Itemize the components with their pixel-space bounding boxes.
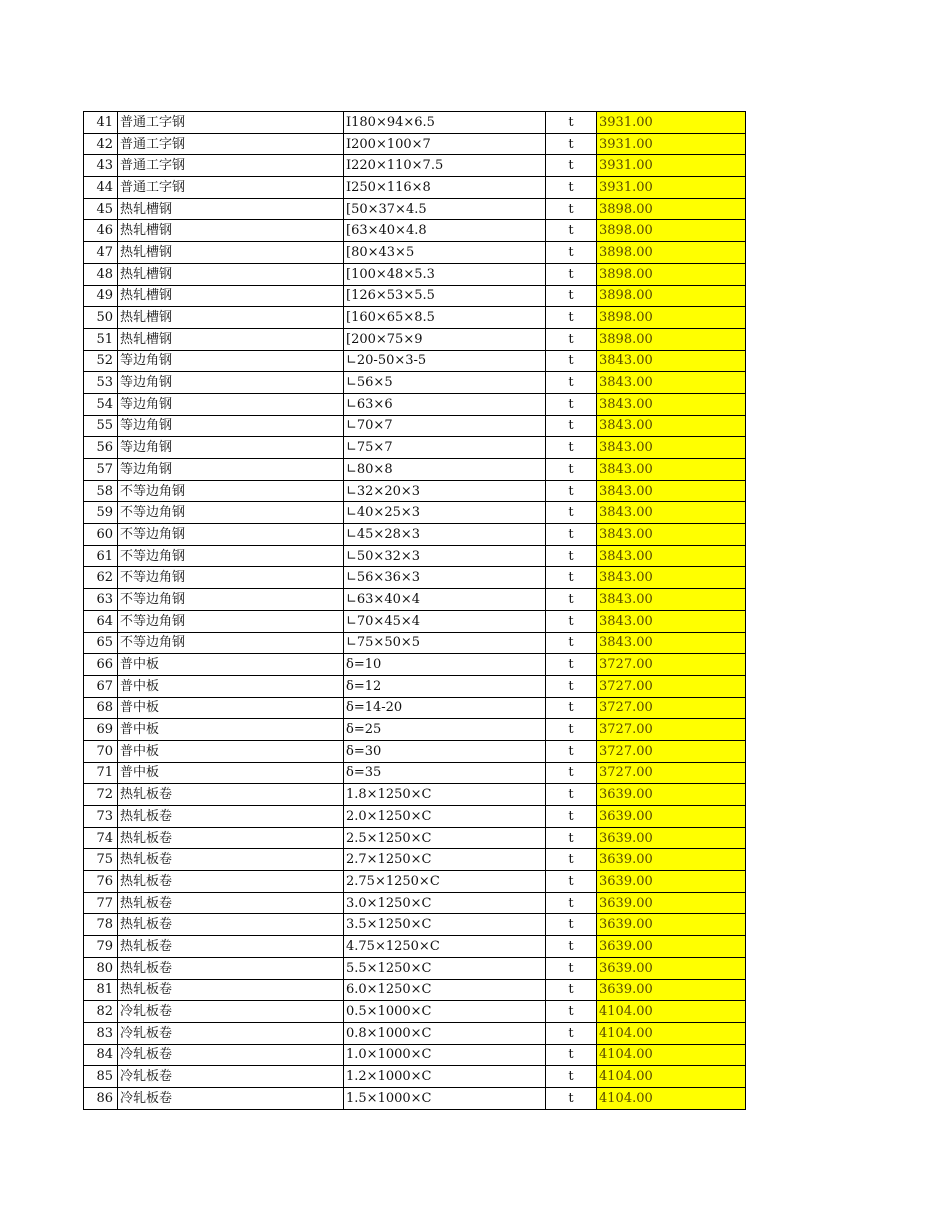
specification-cell[interactable]: 6.0×1250×C [344, 979, 546, 1001]
unit-cell[interactable]: t [546, 675, 597, 697]
row-number-cell[interactable]: 62 [84, 567, 118, 589]
price-cell[interactable]: 3843.00 [597, 632, 746, 654]
unit-cell[interactable]: t [546, 589, 597, 611]
row-number-cell[interactable]: 83 [84, 1022, 118, 1044]
specification-cell[interactable]: ∟45×28×3 [344, 524, 546, 546]
table-row [84, 415, 746, 437]
table-row [84, 437, 746, 459]
row-number-cell[interactable]: 56 [84, 437, 118, 459]
row-number-cell[interactable]: 55 [84, 415, 118, 437]
row-number-cell[interactable]: 81 [84, 979, 118, 1001]
material-name-cell[interactable]: 热轧槽钢 [118, 307, 344, 329]
unit-cell[interactable]: t [546, 1001, 597, 1023]
row-number-cell[interactable]: 54 [84, 393, 118, 415]
table-row [84, 1044, 746, 1066]
unit-cell[interactable]: t [546, 979, 597, 1001]
material-name-cell[interactable]: 热轧板卷 [118, 849, 344, 871]
material-name-cell[interactable]: 普通工字钢 [118, 112, 344, 134]
row-number-cell[interactable]: 67 [84, 675, 118, 697]
material-name-cell[interactable]: 冷轧板卷 [118, 1001, 344, 1023]
price-cell[interactable]: 4104.00 [597, 1044, 746, 1066]
price-cell[interactable]: 3639.00 [597, 849, 746, 871]
price-cell[interactable]: 3727.00 [597, 719, 746, 741]
unit-cell[interactable]: t [546, 1044, 597, 1066]
price-cell[interactable]: 3639.00 [597, 979, 746, 1001]
price-cell[interactable]: 3727.00 [597, 675, 746, 697]
price-cell[interactable]: 3727.00 [597, 740, 746, 762]
table-row [84, 957, 746, 979]
unit-cell[interactable]: t [546, 914, 597, 936]
specification-cell[interactable]: 1.0×1000×C [344, 1044, 546, 1066]
material-name-cell[interactable]: 热轧板卷 [118, 827, 344, 849]
material-name-cell[interactable]: 热轧槽钢 [118, 198, 344, 220]
price-table [83, 111, 746, 1110]
row-number-cell[interactable]: 63 [84, 589, 118, 611]
specification-cell[interactable]: 2.7×1250×C [344, 849, 546, 871]
specification-cell[interactable]: 2.5×1250×C [344, 827, 546, 849]
table-row [84, 307, 746, 329]
specification-cell[interactable]: 3.5×1250×C [344, 914, 546, 936]
unit-cell[interactable]: t [546, 393, 597, 415]
material-name-cell[interactable]: 冷轧板卷 [118, 1087, 344, 1109]
unit-cell[interactable]: t [546, 957, 597, 979]
material-name-cell[interactable]: 不等边角钢 [118, 502, 344, 524]
price-cell[interactable]: 3843.00 [597, 372, 746, 394]
price-cell[interactable]: 3843.00 [597, 437, 746, 459]
unit-cell[interactable]: t [546, 827, 597, 849]
row-number-cell[interactable]: 68 [84, 697, 118, 719]
specification-cell[interactable]: 2.0×1250×C [344, 806, 546, 828]
material-name-cell[interactable]: 热轧板卷 [118, 957, 344, 979]
material-name-cell[interactable]: 冷轧板卷 [118, 1066, 344, 1088]
table-row [84, 133, 746, 155]
row-number-cell[interactable]: 74 [84, 827, 118, 849]
table-row [84, 1087, 746, 1109]
price-cell[interactable]: 3843.00 [597, 350, 746, 372]
table-row [84, 719, 746, 741]
price-cell[interactable]: 3843.00 [597, 589, 746, 611]
table-row [84, 220, 746, 242]
row-number-cell[interactable]: 71 [84, 762, 118, 784]
specification-cell[interactable]: 4.75×1250×C [344, 936, 546, 958]
row-number-cell[interactable]: 84 [84, 1044, 118, 1066]
price-cell[interactable]: 4104.00 [597, 1087, 746, 1109]
specification-cell[interactable]: 2.75×1250×C [344, 871, 546, 893]
price-cell[interactable]: 3639.00 [597, 827, 746, 849]
row-number-cell[interactable]: 44 [84, 177, 118, 199]
unit-cell[interactable]: t [546, 1066, 597, 1088]
unit-cell[interactable]: t [546, 1087, 597, 1109]
unit-cell[interactable]: t [546, 480, 597, 502]
unit-cell[interactable]: t [546, 719, 597, 741]
material-name-cell[interactable]: 热轧板卷 [118, 871, 344, 893]
price-cell[interactable]: 3727.00 [597, 654, 746, 676]
material-name-cell[interactable]: 不等边角钢 [118, 567, 344, 589]
material-name-cell[interactable]: 不等边角钢 [118, 632, 344, 654]
material-name-cell[interactable]: 普中板 [118, 675, 344, 697]
material-name-cell[interactable]: 普通工字钢 [118, 155, 344, 177]
material-name-cell[interactable]: 热轧槽钢 [118, 242, 344, 264]
specification-cell[interactable]: δ=25 [344, 719, 546, 741]
specification-cell[interactable]: ∟20-50×3-5 [344, 350, 546, 372]
table-row [84, 762, 746, 784]
unit-cell[interactable]: t [546, 220, 597, 242]
unit-cell[interactable]: t [546, 198, 597, 220]
specification-cell[interactable]: ∟40×25×3 [344, 502, 546, 524]
material-name-cell[interactable]: 不等边角钢 [118, 610, 344, 632]
specification-cell[interactable]: [50×37×4.5 [344, 198, 546, 220]
table-row [84, 524, 746, 546]
price-cell[interactable]: 3898.00 [597, 242, 746, 264]
material-name-cell[interactable]: 热轧槽钢 [118, 285, 344, 307]
specification-cell[interactable]: ∟75×50×5 [344, 632, 546, 654]
table-row [84, 242, 746, 264]
unit-cell[interactable]: t [546, 762, 597, 784]
unit-cell[interactable]: t [546, 849, 597, 871]
specification-cell[interactable]: [63×40×4.8 [344, 220, 546, 242]
unit-cell[interactable]: t [546, 936, 597, 958]
table-row [84, 393, 746, 415]
price-cell[interactable]: 3639.00 [597, 892, 746, 914]
unit-cell[interactable]: t [546, 654, 597, 676]
table-row [84, 871, 746, 893]
unit-cell[interactable]: t [546, 806, 597, 828]
row-number-cell[interactable]: 43 [84, 155, 118, 177]
row-number-cell[interactable]: 59 [84, 502, 118, 524]
unit-cell[interactable]: t [546, 155, 597, 177]
material-name-cell[interactable]: 冷轧板卷 [118, 1022, 344, 1044]
unit-cell[interactable]: t [546, 133, 597, 155]
price-cell[interactable]: 3898.00 [597, 328, 746, 350]
table-row [84, 112, 746, 134]
table-row [84, 610, 746, 632]
row-number-cell[interactable]: 46 [84, 220, 118, 242]
row-number-cell[interactable]: 66 [84, 654, 118, 676]
price-cell[interactable]: 3639.00 [597, 936, 746, 958]
price-cell[interactable]: 3898.00 [597, 220, 746, 242]
price-cell[interactable]: 3843.00 [597, 480, 746, 502]
material-name-cell[interactable]: 热轧板卷 [118, 892, 344, 914]
specification-cell[interactable]: I200×100×7 [344, 133, 546, 155]
table-row [84, 654, 746, 676]
specification-cell[interactable]: ∟50×32×3 [344, 545, 546, 567]
row-number-cell[interactable]: 75 [84, 849, 118, 871]
price-cell[interactable]: 3639.00 [597, 957, 746, 979]
unit-cell[interactable]: t [546, 545, 597, 567]
table-row [84, 849, 746, 871]
row-number-cell[interactable]: 72 [84, 784, 118, 806]
table-row [84, 350, 746, 372]
unit-cell[interactable]: t [546, 285, 597, 307]
price-table-body [84, 112, 746, 1110]
unit-cell[interactable]: t [546, 372, 597, 394]
price-cell[interactable]: 3639.00 [597, 871, 746, 893]
specification-cell[interactable]: ∟32×20×3 [344, 480, 546, 502]
table-row [84, 1022, 746, 1044]
material-name-cell[interactable]: 热轧板卷 [118, 936, 344, 958]
unit-cell[interactable]: t [546, 740, 597, 762]
specification-cell[interactable]: ∟75×7 [344, 437, 546, 459]
material-name-cell[interactable]: 热轧板卷 [118, 979, 344, 1001]
row-number-cell[interactable]: 60 [84, 524, 118, 546]
specification-cell[interactable]: ∟70×7 [344, 415, 546, 437]
specification-cell[interactable]: I250×116×8 [344, 177, 546, 199]
unit-cell[interactable]: t [546, 567, 597, 589]
material-name-cell[interactable]: 热轧槽钢 [118, 263, 344, 285]
specification-cell[interactable]: 0.8×1000×C [344, 1022, 546, 1044]
material-name-cell[interactable]: 等边角钢 [118, 372, 344, 394]
material-name-cell[interactable]: 不等边角钢 [118, 524, 344, 546]
row-number-cell[interactable]: 49 [84, 285, 118, 307]
table-row [84, 567, 746, 589]
specification-cell[interactable]: 1.5×1000×C [344, 1087, 546, 1109]
specification-cell[interactable]: 5.5×1250×C [344, 957, 546, 979]
specification-cell[interactable]: [100×48×5.3 [344, 263, 546, 285]
row-number-cell[interactable]: 51 [84, 328, 118, 350]
unit-cell[interactable]: t [546, 632, 597, 654]
price-cell[interactable]: 3898.00 [597, 285, 746, 307]
material-name-cell[interactable]: 热轧板卷 [118, 806, 344, 828]
price-cell[interactable]: 3843.00 [597, 545, 746, 567]
price-cell[interactable]: 3898.00 [597, 198, 746, 220]
material-name-cell[interactable]: 热轧板卷 [118, 914, 344, 936]
material-name-cell[interactable]: 等边角钢 [118, 437, 344, 459]
specification-cell[interactable]: δ=10 [344, 654, 546, 676]
material-name-cell[interactable]: 等边角钢 [118, 459, 344, 481]
unit-cell[interactable]: t [546, 307, 597, 329]
specification-cell[interactable]: ∟63×40×4 [344, 589, 546, 611]
row-number-cell[interactable]: 42 [84, 133, 118, 155]
unit-cell[interactable]: t [546, 177, 597, 199]
row-number-cell[interactable]: 85 [84, 1066, 118, 1088]
table-row [84, 740, 746, 762]
material-name-cell[interactable]: 热轧槽钢 [118, 220, 344, 242]
material-name-cell[interactable]: 等边角钢 [118, 393, 344, 415]
row-number-cell[interactable]: 79 [84, 936, 118, 958]
table-row [84, 1001, 746, 1023]
table-row [84, 198, 746, 220]
price-cell[interactable]: 3898.00 [597, 263, 746, 285]
row-number-cell[interactable]: 82 [84, 1001, 118, 1023]
price-cell[interactable]: 3639.00 [597, 806, 746, 828]
row-number-cell[interactable]: 80 [84, 957, 118, 979]
price-cell[interactable]: 3727.00 [597, 697, 746, 719]
price-cell[interactable]: 4104.00 [597, 1001, 746, 1023]
row-number-cell[interactable]: 78 [84, 914, 118, 936]
material-name-cell[interactable]: 普中板 [118, 740, 344, 762]
table-row [84, 675, 746, 697]
material-name-cell[interactable]: 普通工字钢 [118, 177, 344, 199]
specification-cell[interactable]: ∟63×6 [344, 393, 546, 415]
table-row [84, 806, 746, 828]
material-name-cell[interactable]: 不等边角钢 [118, 545, 344, 567]
material-name-cell[interactable]: 普中板 [118, 654, 344, 676]
table-row [84, 328, 746, 350]
row-number-cell[interactable]: 61 [84, 545, 118, 567]
row-number-cell[interactable]: 41 [84, 112, 118, 134]
row-number-cell[interactable]: 69 [84, 719, 118, 741]
material-name-cell[interactable]: 普中板 [118, 719, 344, 741]
price-cell[interactable]: 3843.00 [597, 567, 746, 589]
unit-cell[interactable]: t [546, 1022, 597, 1044]
table-row [84, 914, 746, 936]
specification-cell[interactable]: [126×53×5.5 [344, 285, 546, 307]
material-name-cell[interactable]: 冷轧板卷 [118, 1044, 344, 1066]
table-row [84, 697, 746, 719]
row-number-cell[interactable]: 58 [84, 480, 118, 502]
material-name-cell[interactable]: 热轧板卷 [118, 784, 344, 806]
unit-cell[interactable]: t [546, 263, 597, 285]
row-number-cell[interactable]: 50 [84, 307, 118, 329]
table-row [84, 155, 746, 177]
table-row [84, 632, 746, 654]
table-row [84, 459, 746, 481]
price-cell[interactable]: 4104.00 [597, 1066, 746, 1088]
row-number-cell[interactable]: 47 [84, 242, 118, 264]
unit-cell[interactable]: t [546, 524, 597, 546]
table-row [84, 285, 746, 307]
specification-cell[interactable]: ∟70×45×4 [344, 610, 546, 632]
price-cell[interactable]: 3843.00 [597, 459, 746, 481]
specification-cell[interactable]: ∟80×8 [344, 459, 546, 481]
specification-cell[interactable]: δ=12 [344, 675, 546, 697]
specification-cell[interactable]: I220×110×7.5 [344, 155, 546, 177]
price-cell[interactable]: 4104.00 [597, 1022, 746, 1044]
unit-cell[interactable]: t [546, 502, 597, 524]
row-number-cell[interactable]: 52 [84, 350, 118, 372]
price-cell[interactable]: 3931.00 [597, 133, 746, 155]
price-cell[interactable]: 3931.00 [597, 177, 746, 199]
material-name-cell[interactable]: 等边角钢 [118, 415, 344, 437]
row-number-cell[interactable]: 65 [84, 632, 118, 654]
row-number-cell[interactable]: 76 [84, 871, 118, 893]
specification-cell[interactable]: 0.5×1000×C [344, 1001, 546, 1023]
material-name-cell[interactable]: 等边角钢 [118, 350, 344, 372]
unit-cell[interactable]: t [546, 459, 597, 481]
material-name-cell[interactable]: 普中板 [118, 762, 344, 784]
row-number-cell[interactable]: 73 [84, 806, 118, 828]
unit-cell[interactable]: t [546, 784, 597, 806]
table-row [84, 372, 746, 394]
unit-cell[interactable]: t [546, 437, 597, 459]
specification-cell[interactable]: [80×43×5 [344, 242, 546, 264]
table-row [84, 979, 746, 1001]
price-cell[interactable]: 3843.00 [597, 610, 746, 632]
specification-cell[interactable]: ∟56×36×3 [344, 567, 546, 589]
table-row [84, 827, 746, 849]
row-number-cell[interactable]: 64 [84, 610, 118, 632]
unit-cell[interactable]: t [546, 871, 597, 893]
price-cell[interactable]: 3843.00 [597, 502, 746, 524]
table-row [84, 263, 746, 285]
table-row [84, 892, 746, 914]
specification-cell[interactable]: [200×75×9 [344, 328, 546, 350]
specification-cell[interactable]: 1.2×1000×C [344, 1066, 546, 1088]
price-cell[interactable]: 3898.00 [597, 307, 746, 329]
unit-cell[interactable]: t [546, 697, 597, 719]
price-cell[interactable]: 3843.00 [597, 524, 746, 546]
row-number-cell[interactable]: 77 [84, 892, 118, 914]
material-name-cell[interactable]: 热轧槽钢 [118, 328, 344, 350]
price-cell[interactable]: 3931.00 [597, 155, 746, 177]
unit-cell[interactable]: t [546, 415, 597, 437]
table-row [84, 784, 746, 806]
row-number-cell[interactable]: 86 [84, 1087, 118, 1109]
specification-cell[interactable]: ∟56×5 [344, 372, 546, 394]
row-number-cell[interactable]: 45 [84, 198, 118, 220]
table-row [84, 177, 746, 199]
price-cell[interactable]: 3639.00 [597, 914, 746, 936]
price-cell[interactable]: 3843.00 [597, 415, 746, 437]
table-row [84, 480, 746, 502]
row-number-cell[interactable]: 57 [84, 459, 118, 481]
row-number-cell[interactable]: 70 [84, 740, 118, 762]
row-number-cell[interactable]: 53 [84, 372, 118, 394]
specification-cell[interactable]: δ=30 [344, 740, 546, 762]
unit-cell[interactable]: t [546, 892, 597, 914]
specification-cell[interactable]: I180×94×6.5 [344, 112, 546, 134]
unit-cell[interactable]: t [546, 350, 597, 372]
specification-cell[interactable]: δ=14-20 [344, 697, 546, 719]
price-cell[interactable]: 3843.00 [597, 393, 746, 415]
price-cell[interactable]: 3727.00 [597, 762, 746, 784]
price-cell[interactable]: 3639.00 [597, 784, 746, 806]
table-row [84, 545, 746, 567]
specification-cell[interactable]: δ=35 [344, 762, 546, 784]
table-row [84, 589, 746, 611]
material-name-cell[interactable]: 普通工字钢 [118, 133, 344, 155]
specification-cell[interactable]: [160×65×8.5 [344, 307, 546, 329]
row-number-cell[interactable]: 48 [84, 263, 118, 285]
unit-cell[interactable]: t [546, 242, 597, 264]
table-row [84, 1066, 746, 1088]
material-name-cell[interactable]: 普中板 [118, 697, 344, 719]
specification-cell[interactable]: 1.8×1250×C [344, 784, 546, 806]
specification-cell[interactable]: 3.0×1250×C [344, 892, 546, 914]
table-row [84, 936, 746, 958]
unit-cell[interactable]: t [546, 328, 597, 350]
material-name-cell[interactable]: 不等边角钢 [118, 480, 344, 502]
material-name-cell[interactable]: 不等边角钢 [118, 589, 344, 611]
unit-cell[interactable]: t [546, 112, 597, 134]
price-cell[interactable]: 3931.00 [597, 112, 746, 134]
table-row [84, 502, 746, 524]
unit-cell[interactable]: t [546, 610, 597, 632]
